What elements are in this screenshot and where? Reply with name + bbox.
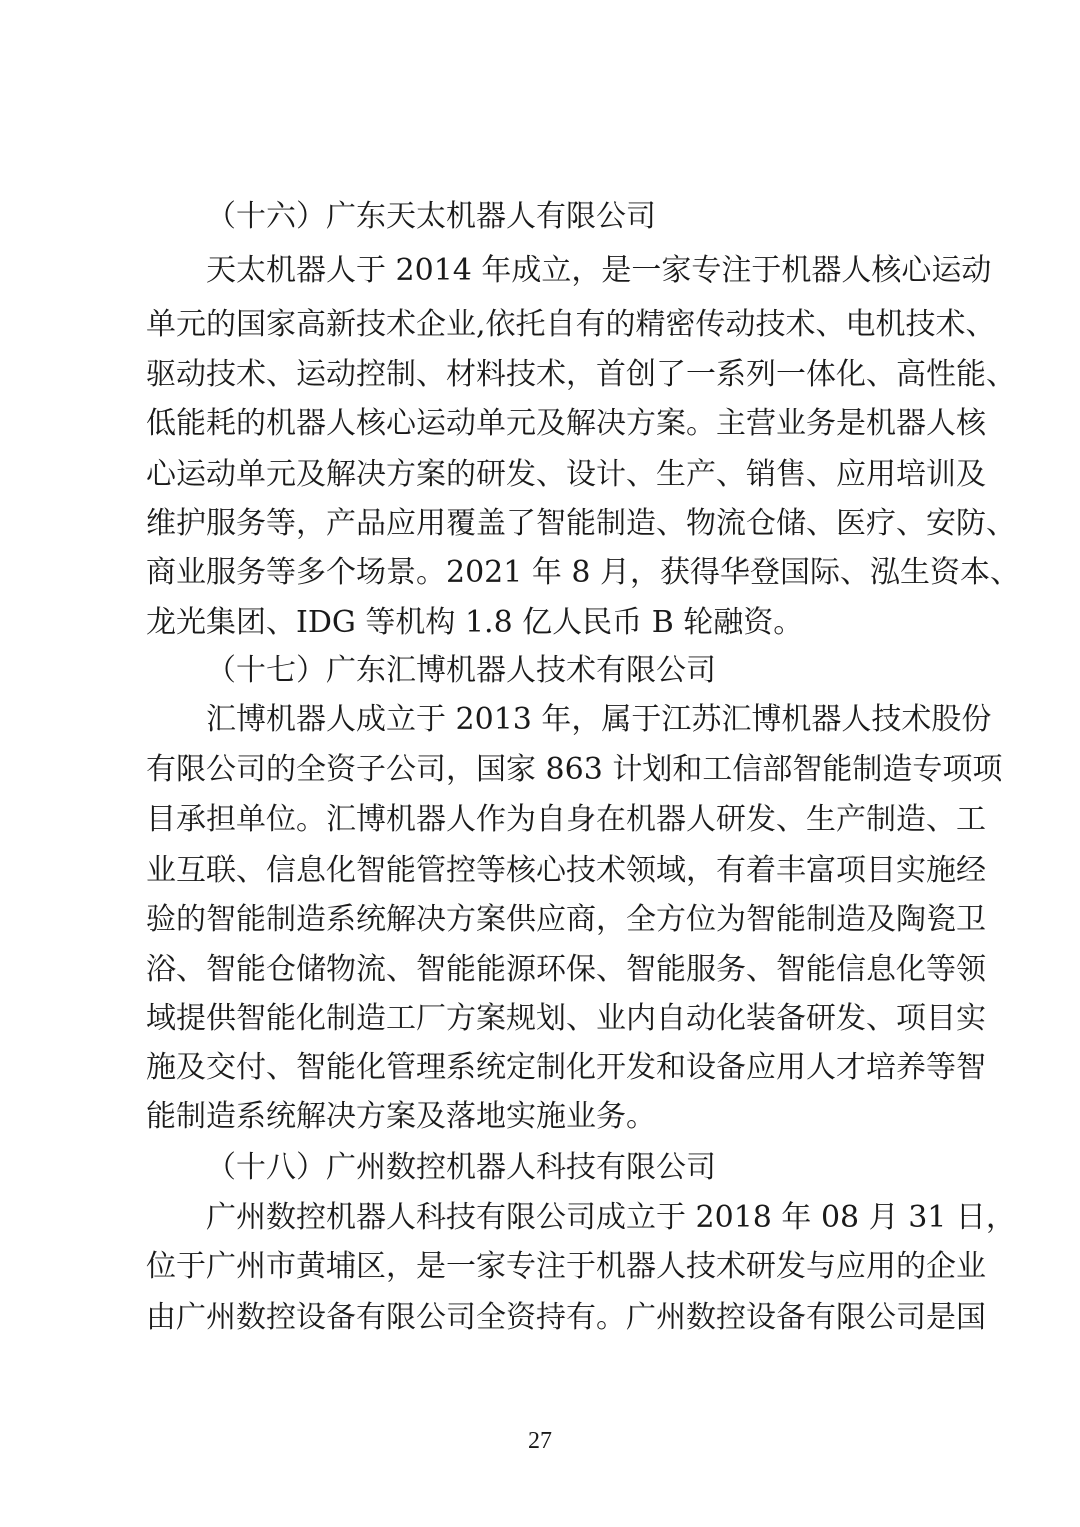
paragraph-line: 域提供智能化制造工厂方案规划、业内自动化装备研发、项目实 bbox=[146, 1001, 986, 1036]
paragraph-line: 低能耗的机器人核心运动单元及解决方案。主营业务是机器人核 bbox=[146, 406, 986, 441]
page-number: 27 bbox=[528, 1428, 552, 1454]
paragraph-line: 天太机器人于 2014 年成立，是一家专注于机器人核心运动 bbox=[206, 253, 992, 288]
paragraph-line: 业互联、信息化智能管控等核心技术领域，有着丰富项目实施经 bbox=[146, 853, 986, 888]
paragraph-line: 心运动单元及解决方案的研发、设计、生产、销售、应用培训及 bbox=[146, 457, 986, 492]
paragraph-line: 目承担单位。汇博机器人作为自身在机器人研发、生产制造、工 bbox=[146, 802, 986, 837]
paragraph-line: 商业服务等多个场景。2021 年 8 月，获得华登国际、泓生资本、 bbox=[146, 555, 1021, 590]
paragraph-line: 龙光集团、IDG 等机构 1.8 亿人民币 B 轮融资。 bbox=[146, 605, 804, 640]
paragraph-line: 施及交付、智能化管理系统定制化开发和设备应用人才培养等智 bbox=[146, 1050, 986, 1085]
paragraph-line: 汇博机器人成立于 2013 年，属于江苏汇博机器人技术股份 bbox=[206, 702, 992, 737]
paragraph-line: 位于广州市黄埔区，是一家专注于机器人技术研发与应用的企业 bbox=[146, 1249, 986, 1284]
section-heading-18: （十八）广州数控机器人科技有限公司 bbox=[206, 1150, 716, 1185]
paragraph-line: 单元的国家高新技术企业,依托自有的精密传动技术、电机技术、 bbox=[146, 307, 996, 342]
paragraph-line: 能制造系统解决方案及落地实施业务。 bbox=[146, 1099, 656, 1134]
paragraph-line: 驱动技术、运动控制、材料技术，首创了一系列一体化、高性能、 bbox=[146, 357, 1016, 392]
paragraph-line: 由广州数控设备有限公司全资持有。广州数控设备有限公司是国 bbox=[146, 1300, 986, 1335]
paragraph-line: 广州数控机器人科技有限公司成立于 2018 年 08 月 31 日， bbox=[206, 1200, 1016, 1235]
section-heading-16: （十六）广东天太机器人有限公司 bbox=[206, 199, 656, 234]
paragraph-line: 浴、智能仓储物流、智能能源环保、智能服务、智能信息化等领 bbox=[146, 952, 986, 987]
paragraph-line: 验的智能制造系统解决方案供应商，全方位为智能制造及陶瓷卫 bbox=[146, 902, 986, 937]
section-heading-17: （十七）广东汇博机器人技术有限公司 bbox=[206, 653, 716, 688]
paragraph-line: 有限公司的全资子公司，国家 863 计划和工信部智能制造专项项 bbox=[146, 752, 1003, 787]
paragraph-line: 维护服务等，产品应用覆盖了智能制造、物流仓储、医疗、安防、 bbox=[146, 506, 1016, 541]
